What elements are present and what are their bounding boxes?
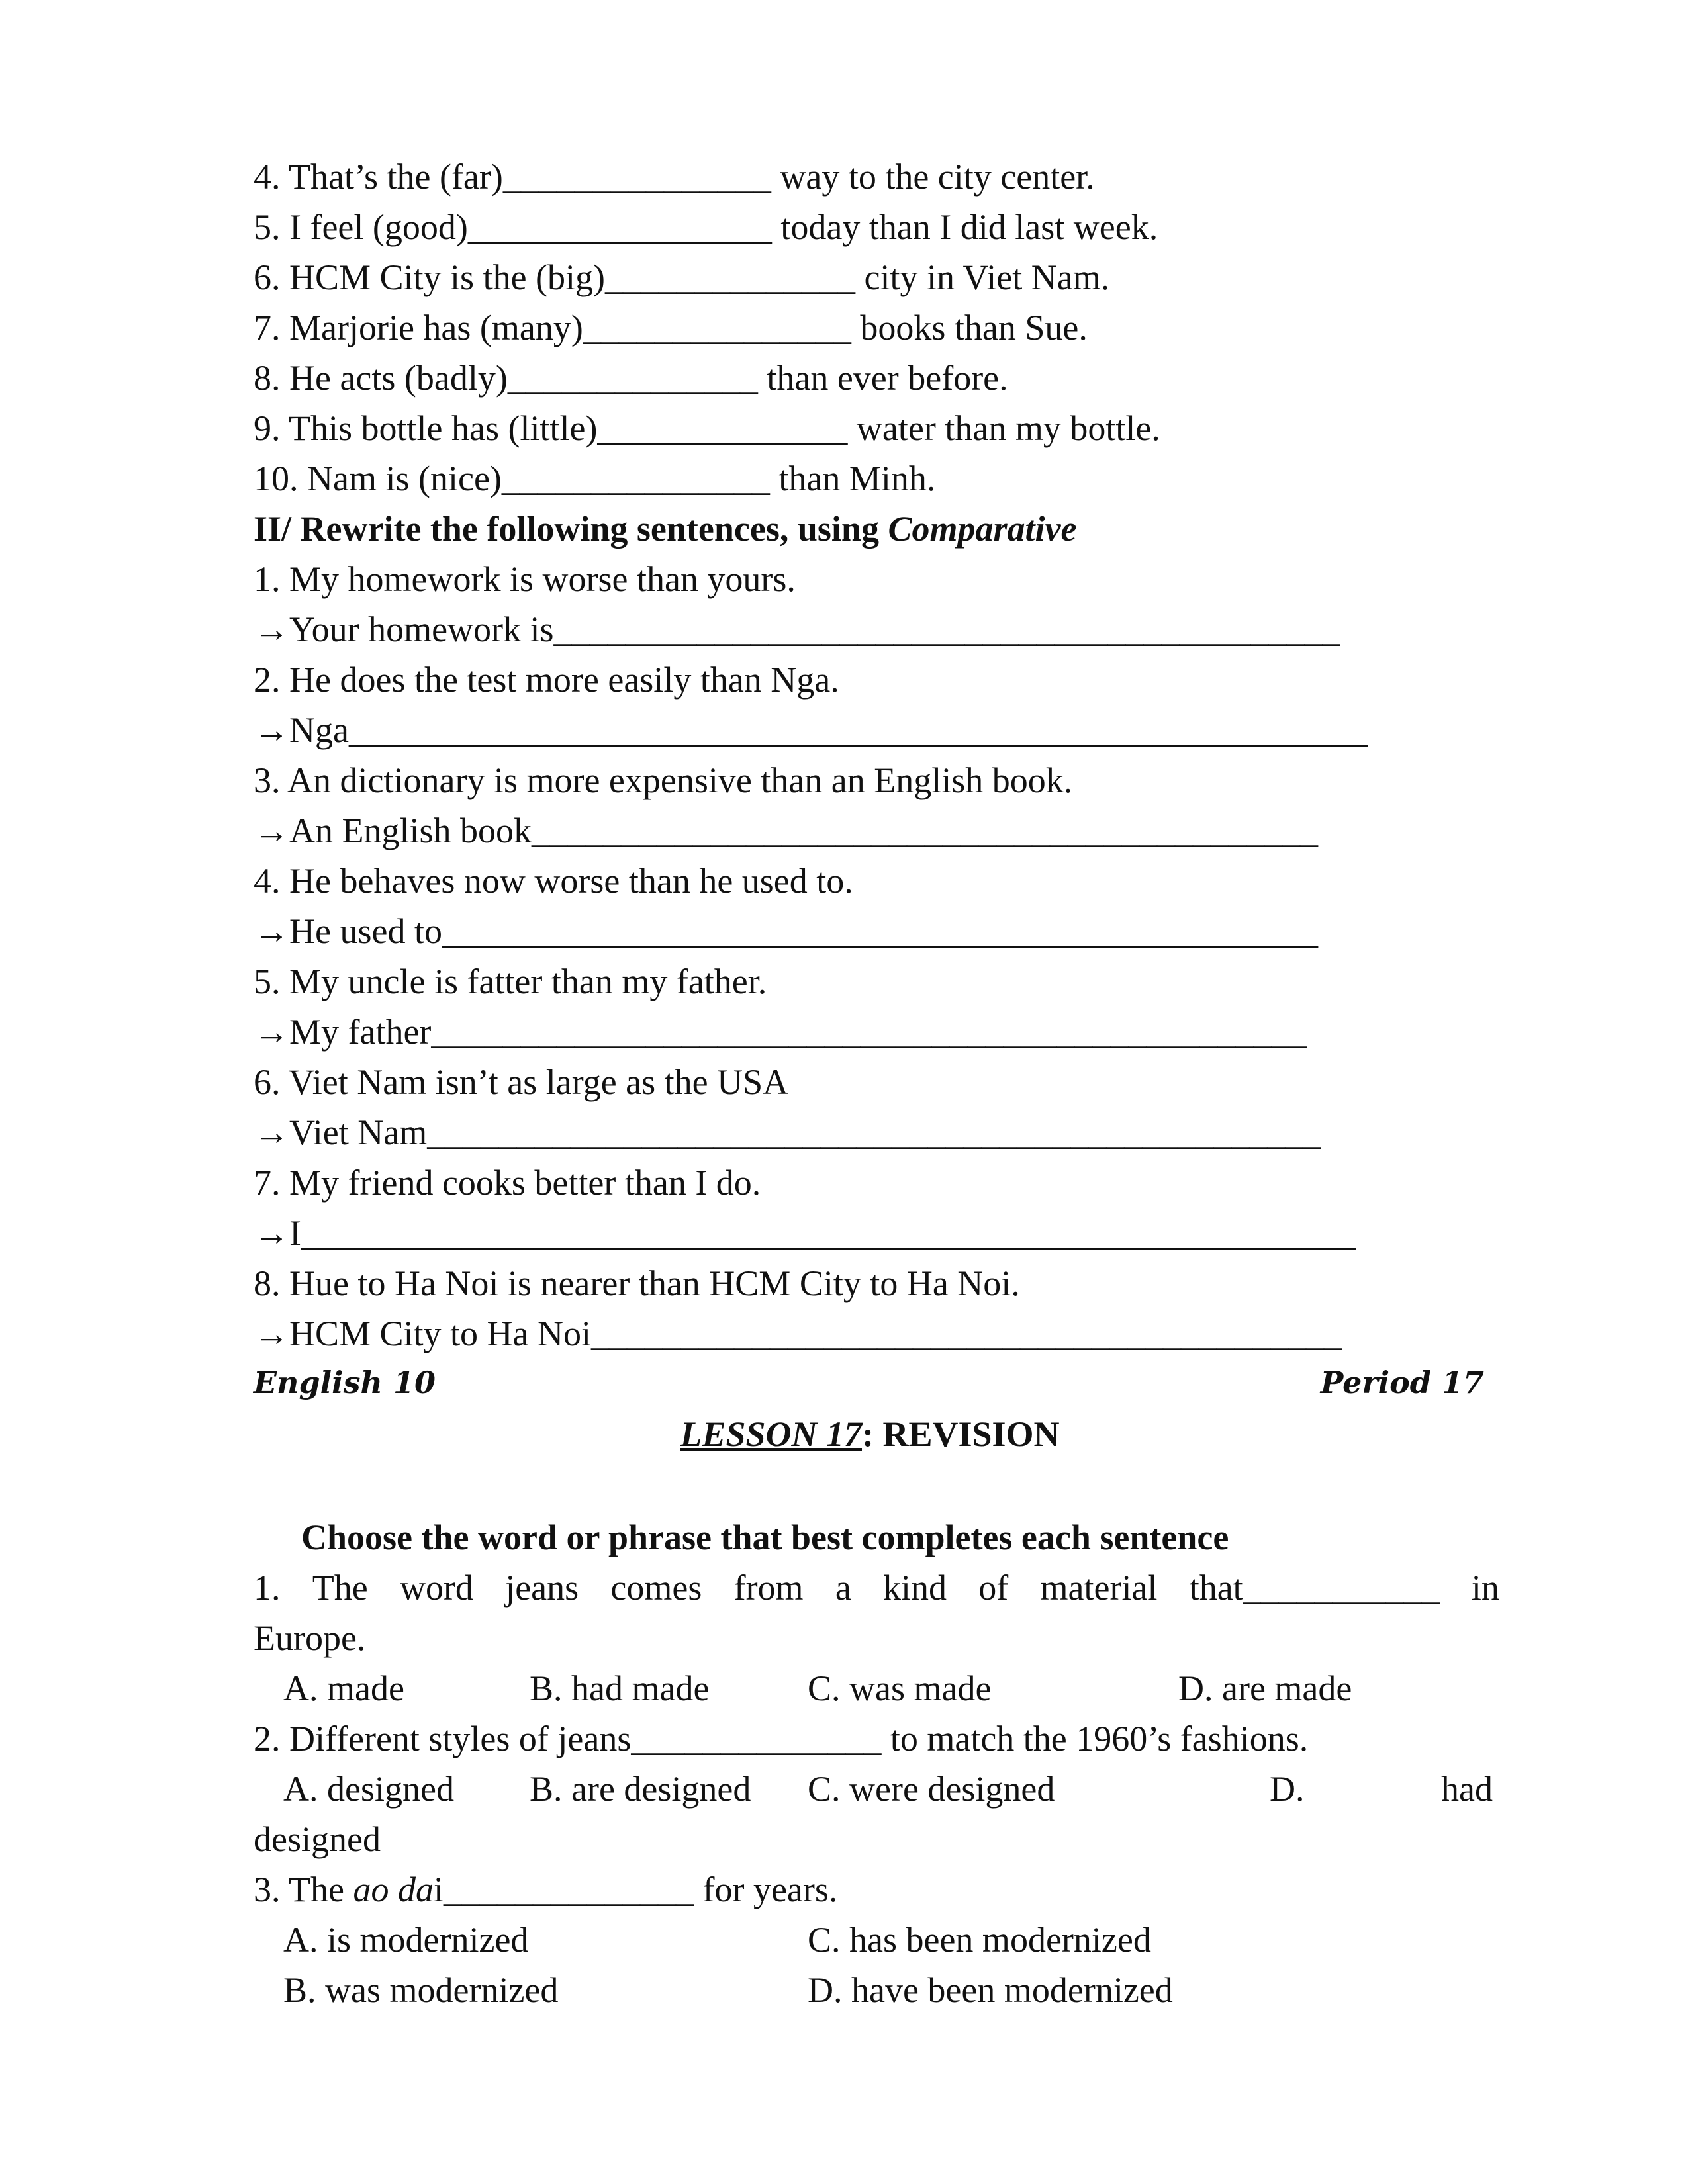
question-2-continued: designed	[254, 1819, 381, 1859]
rewrite-answer-line: →Your homework is____________________________________________	[254, 610, 1340, 649]
rewrite-answer-line: →Nga_________________________________________________________	[254, 710, 1368, 750]
rewrite-question: 5. My uncle is fatter than my father.	[254, 962, 767, 1001]
answer-option[interactable]: B. was modernized	[283, 1970, 559, 2010]
answer-option[interactable]: D. have been modernized	[808, 1970, 1173, 2010]
answer-option[interactable]: B. are designed	[530, 1769, 751, 1809]
rewrite-answer-line: →He used to_________________________________________________	[254, 911, 1318, 951]
rewrite-question: 7. My friend cooks better than I do.	[254, 1163, 761, 1203]
answer-option[interactable]: D.	[1270, 1769, 1305, 1809]
answer-option[interactable]: A. designed	[283, 1769, 454, 1809]
period-label: Period 17	[1320, 1365, 1484, 1400]
rewrite-question: 6. Viet Nam isn’t as large as the USA	[254, 1062, 789, 1102]
answer-option[interactable]: B. had made	[530, 1668, 710, 1708]
exercise-item: 8. He acts (badly)______________ than ever before.	[254, 358, 1008, 398]
rewrite-answer-line: →My father_________________________________________________	[254, 1012, 1307, 1052]
exercise-item: 4. That’s the (far)_______________ way to the city center.	[254, 157, 1095, 197]
rewrite-question: 8. Hue to Ha Noi is nearer than HCM City to Ha Noi.	[254, 1263, 1020, 1303]
exercise-item: 9. This bottle has (little)______________ water than my bottle.	[254, 408, 1160, 448]
rewrite-answer-line: →An English book____________________________________________	[254, 811, 1319, 850]
answer-option[interactable]: A. is modernized	[283, 1920, 529, 1960]
answer-option[interactable]: C. were designed	[808, 1769, 1055, 1809]
answer-option[interactable]: A. made	[283, 1668, 404, 1708]
question-1-continued: Europe.	[254, 1618, 366, 1658]
exercise-item: 10. Nam is (nice)_______________ than Minh.	[254, 459, 936, 498]
instruction: Choose the word or phrase that best completes each sentence	[301, 1518, 1229, 1557]
answer-option[interactable]: C. has been modernized	[808, 1920, 1151, 1960]
question-2: 2. Different styles of jeans______________ to match the 1960’s fashions.	[254, 1719, 1309, 1758]
rewrite-answer-line: →Viet Nam__________________________________________________	[254, 1113, 1321, 1152]
rewrite-question: 3. An dictionary is more expensive than an English book.	[254, 760, 1073, 800]
rewrite-answer-line: →I___________________________________________________________	[254, 1213, 1356, 1253]
exercise-item: 7. Marjorie has (many)_______________ books than Sue.	[254, 308, 1088, 347]
rewrite-question: 1. My homework is worse than yours.	[254, 559, 796, 599]
exercise-item: 6. HCM City is the (big)______________ city in Viet Nam.	[254, 257, 1110, 297]
question-1: 1. The word jeans comes from a kind of material that___________ in	[254, 1568, 1499, 1608]
rewrite-question: 4. He behaves now worse than he used to.	[254, 861, 853, 901]
lesson-title: LESSON 17: REVISION	[680, 1414, 1060, 1454]
exercise-item: 5. I feel (good)_________________ today than I did last week.	[254, 207, 1158, 247]
answer-option-wrap: had	[1441, 1769, 1493, 1809]
answer-option[interactable]: D. are made	[1178, 1668, 1352, 1708]
section-heading: II/ Rewrite the following sentences, using Comparative	[254, 509, 1077, 549]
course-label: English 10	[254, 1365, 436, 1400]
rewrite-question: 2. He does the test more easily than Nga.	[254, 660, 839, 700]
rewrite-answer-line: →HCM City to Ha Noi__________________________________________	[254, 1314, 1342, 1353]
answer-option[interactable]: C. was made	[808, 1668, 992, 1708]
question-3: 3. The ao dai______________ for years.	[254, 1870, 838, 1909]
